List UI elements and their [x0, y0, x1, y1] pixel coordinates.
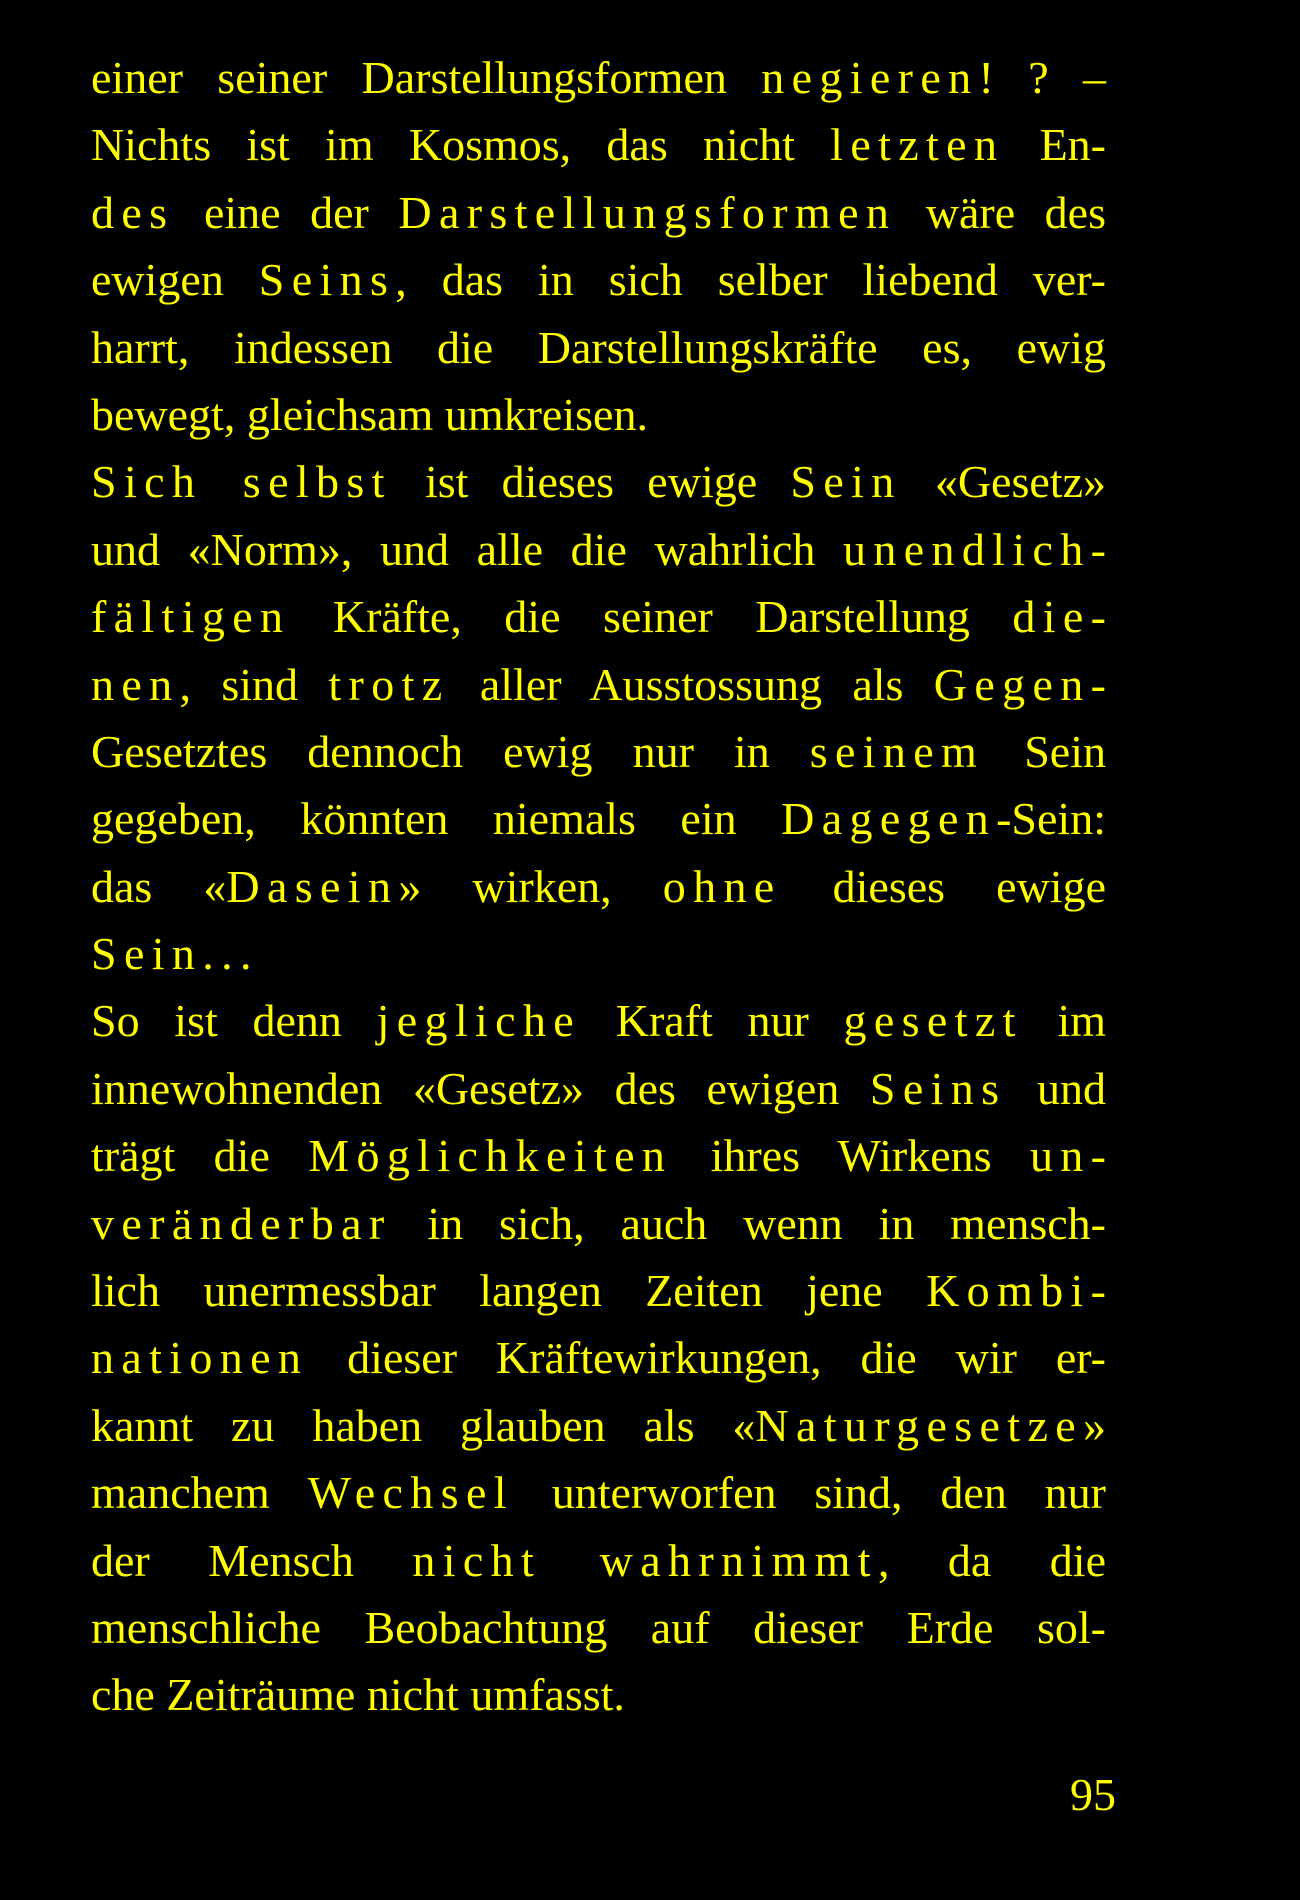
text-line	[91, 111, 1106, 178]
spaced-text: veränderbar	[91, 1197, 392, 1249]
text-line	[91, 448, 1106, 515]
text-line	[91, 1190, 1106, 1257]
text-segment: aller Ausstossung als	[449, 658, 934, 710]
text-segment: ewigen	[91, 254, 259, 306]
text-segment: -	[1090, 1130, 1106, 1182]
text-segment: -	[1090, 1265, 1106, 1317]
text-line	[91, 785, 1106, 852]
text-segment: im	[1022, 995, 1107, 1047]
spaced-text: Seins	[869, 1062, 1007, 1114]
text-line	[91, 853, 1106, 920]
spaced-text: gesetzt	[843, 995, 1023, 1047]
text-segment: in sich, auch wenn in mensch-	[391, 1197, 1106, 1249]
spaced-text: wahrnimmt	[599, 1534, 878, 1586]
text-segment: dieser Kräftewirkungen, die wir er-	[308, 1332, 1106, 1384]
text-segment: das «	[91, 860, 227, 912]
text-segment: ! ? –	[978, 52, 1106, 103]
text-line	[91, 583, 1106, 650]
text-segment: ihres Wirkens	[672, 1130, 1030, 1182]
text-segment: »	[1083, 1399, 1106, 1451]
spaced-text: Naturgesetze	[755, 1399, 1083, 1451]
text-segment: Kraft nur	[581, 995, 844, 1047]
text-segment: -	[1090, 523, 1106, 575]
spaced-text: jegliche	[376, 995, 582, 1047]
text-segment: «Gesetz»	[901, 456, 1106, 508]
spaced-text: negieren	[761, 52, 979, 103]
text-segment: trägt die	[91, 1130, 309, 1182]
text-line	[91, 1055, 1106, 1122]
text-segment: kannt zu haben glauben als «	[91, 1399, 756, 1451]
text-line	[91, 987, 1106, 1054]
text-segment: wäre des	[896, 186, 1106, 238]
text-segment: und «Norm», und alle die wahrlich	[91, 523, 844, 575]
spaced-text: Gegen	[933, 658, 1091, 710]
spaced-text: nationen	[91, 1332, 309, 1384]
spaced-text: Möglichkeiten	[308, 1130, 673, 1182]
text-segment: menschliche Beobachtung auf dieser Erde sol-	[91, 1601, 1106, 1653]
text-segment: einer seiner Darstellungsformen	[91, 52, 762, 103]
spaced-text: ohne	[662, 860, 782, 912]
text-segment: dieses ewige	[781, 860, 1106, 912]
text-segment: -	[1090, 658, 1106, 710]
text-segment: unterworfen sind, den nur	[513, 1467, 1106, 1519]
text-segment: Gesetztes dennoch ewig nur in	[91, 725, 810, 777]
text-segment	[541, 1535, 599, 1586]
text-line	[91, 516, 1106, 583]
text-segment: , sind	[179, 658, 329, 710]
text-segment: der Mensch	[91, 1534, 413, 1586]
text-segment: bewegt, gleichsam umkreisen.	[91, 388, 648, 440]
spaced-text: Darstellungsformen	[398, 186, 897, 238]
text-segment: ist dieses ewige	[391, 456, 791, 508]
text-segment: En-	[1004, 119, 1106, 171]
text-segment: Sein	[984, 725, 1106, 777]
text-line	[91, 1594, 1106, 1661]
text-segment: -Sein:	[996, 793, 1106, 845]
text-line	[91, 1392, 1106, 1459]
spaced-text: Seins	[258, 254, 396, 306]
text-segment: innewohnenden «Gesetz» des ewigen	[91, 1062, 870, 1114]
text-segment: und	[1006, 1062, 1106, 1114]
spaced-text: Kombi	[926, 1265, 1091, 1317]
text-segment: -	[1090, 591, 1106, 643]
spaced-text: Sein...	[91, 928, 259, 980]
text-segment: Kräfte, die seiner Darstellung	[290, 591, 1013, 643]
spaced-text: letzten	[830, 119, 1005, 171]
spaced-text: des	[91, 186, 175, 238]
text-segment: » wirken,	[398, 860, 663, 912]
text-segment: lich unermessbar langen Zeiten jene	[91, 1265, 927, 1317]
text-line	[91, 381, 1106, 448]
text-line	[91, 246, 1106, 313]
text-line	[91, 179, 1106, 246]
text-line	[91, 1324, 1106, 1391]
text-line	[91, 314, 1106, 381]
spaced-text: nicht	[412, 1534, 542, 1586]
text-segment: gegeben, könnten niemals ein	[91, 793, 782, 845]
spaced-text: un	[1029, 1130, 1091, 1182]
text-line	[91, 1122, 1106, 1189]
text-line	[91, 44, 1106, 111]
spaced-text: Dagegen	[781, 793, 997, 845]
text-segment: harrt, indessen die Darstellungskräfte es, ewig	[91, 321, 1106, 373]
spaced-text: Dasein	[226, 860, 399, 912]
spaced-text: seinem	[809, 725, 985, 777]
text-line	[91, 1527, 1106, 1594]
body-text	[91, 44, 1106, 1729]
text-line	[91, 1459, 1106, 1526]
text-line	[91, 920, 1106, 987]
text-line	[91, 718, 1106, 785]
text-segment: eine der	[174, 186, 399, 238]
text-segment: , da die	[877, 1534, 1107, 1586]
text-segment: , das in sich selber liebend ver-	[395, 254, 1106, 306]
spaced-text: Sein	[790, 456, 902, 508]
spaced-text: die	[1012, 591, 1091, 643]
text-line	[91, 1661, 1106, 1728]
spaced-text: Wechsel	[307, 1467, 514, 1519]
text-line	[91, 1257, 1106, 1324]
text-segment: che Zeiträume nicht umfasst.	[91, 1669, 625, 1721]
text-line	[91, 651, 1106, 718]
spaced-text: nen	[91, 658, 180, 710]
spaced-text: trotz	[328, 658, 450, 710]
text-segment: Nichts ist im Kosmos, das nicht	[91, 119, 831, 171]
text-segment: So ist denn	[91, 995, 377, 1047]
page-number: 95	[1070, 1769, 1116, 1820]
spaced-text: fältigen	[91, 591, 291, 643]
text-segment: manchem	[91, 1467, 308, 1519]
spaced-text: Sich selbst	[91, 456, 392, 508]
spaced-text: unendlich	[843, 523, 1091, 575]
